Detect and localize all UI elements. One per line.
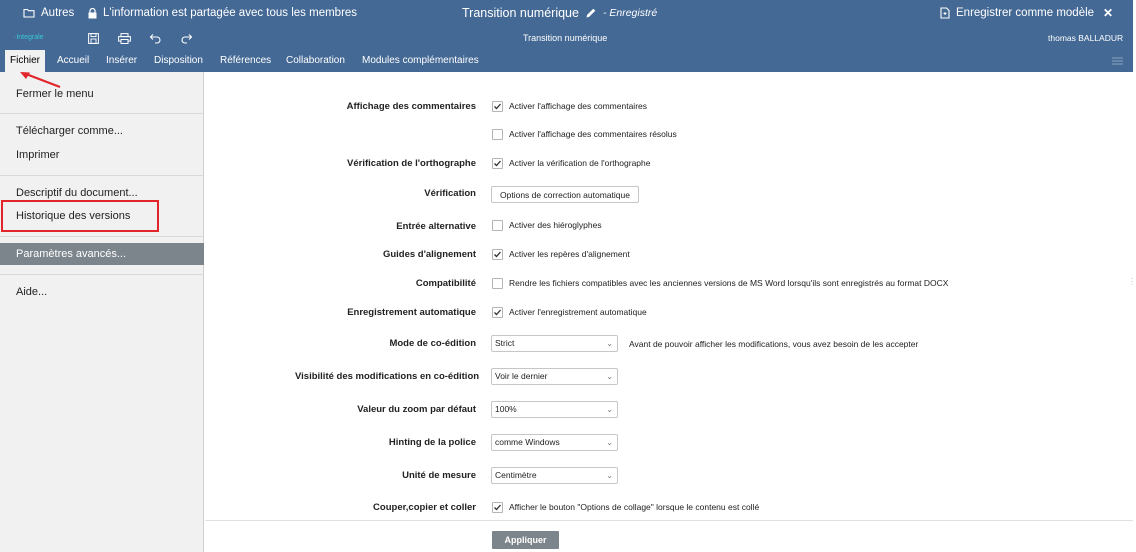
autosave-enable-label: Activer l'enregistrement automatique	[509, 307, 647, 317]
coediting-visibility-label: Visibilité des modifications en co-édition	[295, 371, 480, 382]
comments-display-label: Affichage des commentaires	[346, 101, 476, 112]
default-zoom-value: 100%	[495, 404, 517, 414]
spellcheck-enable-label: Activer la vérification de l'orthographe	[509, 158, 651, 168]
compatibility-checkbox[interactable]	[492, 278, 503, 289]
others-button[interactable]	[23, 7, 74, 19]
coediting-mode-label: Mode de co-édition	[389, 338, 476, 349]
tab-home[interactable]: Accueil	[57, 55, 90, 66]
menu-download-as[interactable]: Télécharger comme...	[16, 125, 123, 137]
apply-button[interactable]: Appliquer	[492, 531, 559, 549]
file-menu-sidebar	[0, 72, 204, 552]
sharing-info	[88, 7, 357, 19]
close-button[interactable]	[1103, 6, 1113, 20]
save-icon[interactable]	[88, 33, 99, 46]
chevron-down-icon: ⌄	[606, 372, 613, 381]
spellcheck-label: Vérification de l'orthographe	[347, 158, 476, 169]
check-icon	[493, 250, 502, 259]
annotation-arrow	[18, 70, 62, 95]
save-status: - Enregistré	[602, 7, 658, 19]
spellcheck-checkbox[interactable]	[492, 158, 503, 169]
paste-options-enable-label: Afficher le bouton "Options de collage" lorsque le contenu est collé	[509, 502, 760, 512]
default-zoom-select[interactable]	[491, 401, 618, 418]
cut-copy-paste-label: Couper,copier et coller	[373, 502, 476, 513]
menu-help[interactable]: Aide...	[16, 286, 48, 298]
font-hinting-value: comme Windows	[495, 437, 560, 447]
divider	[0, 236, 204, 237]
chevron-down-icon: ⌄	[606, 405, 613, 414]
menu-advanced-settings[interactable]: Paramètres avancés...	[0, 243, 204, 265]
save-as-template-label: Enregistrer comme modèle	[956, 7, 1095, 19]
font-hinting-select[interactable]	[491, 434, 618, 451]
divider	[0, 175, 204, 176]
tab-file[interactable]: Fichier	[5, 50, 45, 72]
comments-resolved-label: Activer l'affichage des commentaires résolus	[509, 129, 677, 139]
chevron-down-icon: ⌄	[606, 471, 613, 480]
others-label: Autres	[41, 7, 75, 19]
proofing-label: Vérification	[424, 188, 476, 199]
undo-icon[interactable]	[149, 33, 161, 45]
app-logo: ·Integrale	[14, 34, 44, 41]
comments-enable-checkbox[interactable]	[492, 101, 503, 112]
check-icon	[493, 503, 502, 512]
compatibility-label: Compatibilité	[415, 278, 476, 289]
autosave-checkbox[interactable]	[492, 307, 503, 318]
user-name[interactable]: thomas BALLADUR	[1048, 33, 1124, 43]
unit-select[interactable]	[491, 467, 618, 484]
default-zoom-label: Valeur du zoom par défaut	[357, 404, 476, 415]
folder-icon	[23, 8, 35, 18]
check-icon	[493, 102, 502, 111]
coediting-mode-hint: Avant de pouvoir afficher les modifications, vous avez besoin de les accepter	[629, 339, 919, 349]
alt-input-checkbox[interactable]	[492, 220, 503, 231]
unit-value: Centimètre	[495, 470, 537, 480]
autocorrect-options-button[interactable]: Options de correction automatique	[491, 186, 639, 203]
toolbar-doc-title: Transition numérique	[523, 33, 608, 43]
alignment-guides-enable-label: Activer les repères d'alignement	[509, 249, 630, 259]
check-icon	[493, 159, 502, 168]
document-title: Transition numérique	[462, 6, 579, 20]
pencil-icon[interactable]	[585, 7, 597, 19]
menu-document-info[interactable]: Descriptif du document...	[16, 187, 138, 199]
tab-insert[interactable]: Insérer	[106, 55, 138, 66]
alignment-guides-label: Guides d'alignement	[382, 249, 476, 260]
autosave-label: Enregistrement automatique	[347, 307, 476, 318]
divider	[0, 113, 204, 114]
hamburger-icon[interactable]	[1112, 57, 1123, 68]
chevron-down-icon: ⌄	[606, 339, 613, 348]
alt-input-enable-label: Activer des hiéroglyphes	[509, 220, 602, 230]
coediting-visibility-select[interactable]	[491, 368, 618, 385]
alt-input-label: Entrée alternative	[396, 221, 476, 232]
divider	[205, 520, 1133, 521]
comments-resolved-checkbox[interactable]	[492, 129, 503, 140]
advanced-settings-panel	[205, 72, 1136, 552]
unit-label: Unité de mesure	[402, 470, 476, 481]
template-icon	[940, 7, 950, 19]
tab-layout[interactable]: Disposition	[154, 55, 203, 66]
quick-toolbar	[0, 28, 1133, 50]
close-icon: ✕	[1103, 6, 1114, 20]
comments-enable-label: Activer l'affichage des commentaires	[509, 101, 648, 111]
ribbon-tabs	[0, 50, 1133, 72]
font-hinting-label: Hinting de la police	[388, 437, 476, 448]
menu-print[interactable]: Imprimer	[16, 149, 60, 161]
check-icon	[493, 308, 502, 317]
save-as-template-button[interactable]	[940, 7, 1094, 19]
chevron-down-icon: ⌄	[606, 438, 613, 447]
tab-plugins[interactable]: Modules complémentaires	[362, 55, 479, 66]
divider	[0, 274, 204, 275]
sharing-info-text: L'information est partagée avec tous les membres	[103, 7, 358, 19]
annotation-highlight-box	[1, 200, 159, 232]
coediting-mode-select[interactable]	[491, 335, 618, 352]
coediting-mode-value: Strict	[495, 338, 515, 348]
redo-icon[interactable]	[181, 33, 193, 45]
coediting-visibility-value: Voir le dernier	[495, 371, 548, 381]
compatibility-enable-label: Rendre les fichiers compatibles avec les anciennes versions de MS Word lorsqu'ils sont enregistrés au format DOCX	[509, 278, 949, 288]
lock-icon	[88, 8, 97, 19]
print-icon[interactable]	[118, 33, 131, 46]
paste-options-checkbox[interactable]	[492, 502, 503, 513]
title-bar	[0, 0, 1133, 28]
menu-version-history[interactable]: Historique des versions	[16, 210, 131, 222]
alignment-guides-checkbox[interactable]	[492, 249, 503, 260]
doc-title-area	[462, 6, 657, 20]
resize-grip-icon[interactable]: ⋮	[1128, 277, 1136, 286]
tab-collaboration[interactable]: Collaboration	[286, 55, 345, 66]
tab-references[interactable]: Références	[220, 55, 272, 66]
menu-close[interactable]: Fermer le menu	[16, 88, 94, 100]
